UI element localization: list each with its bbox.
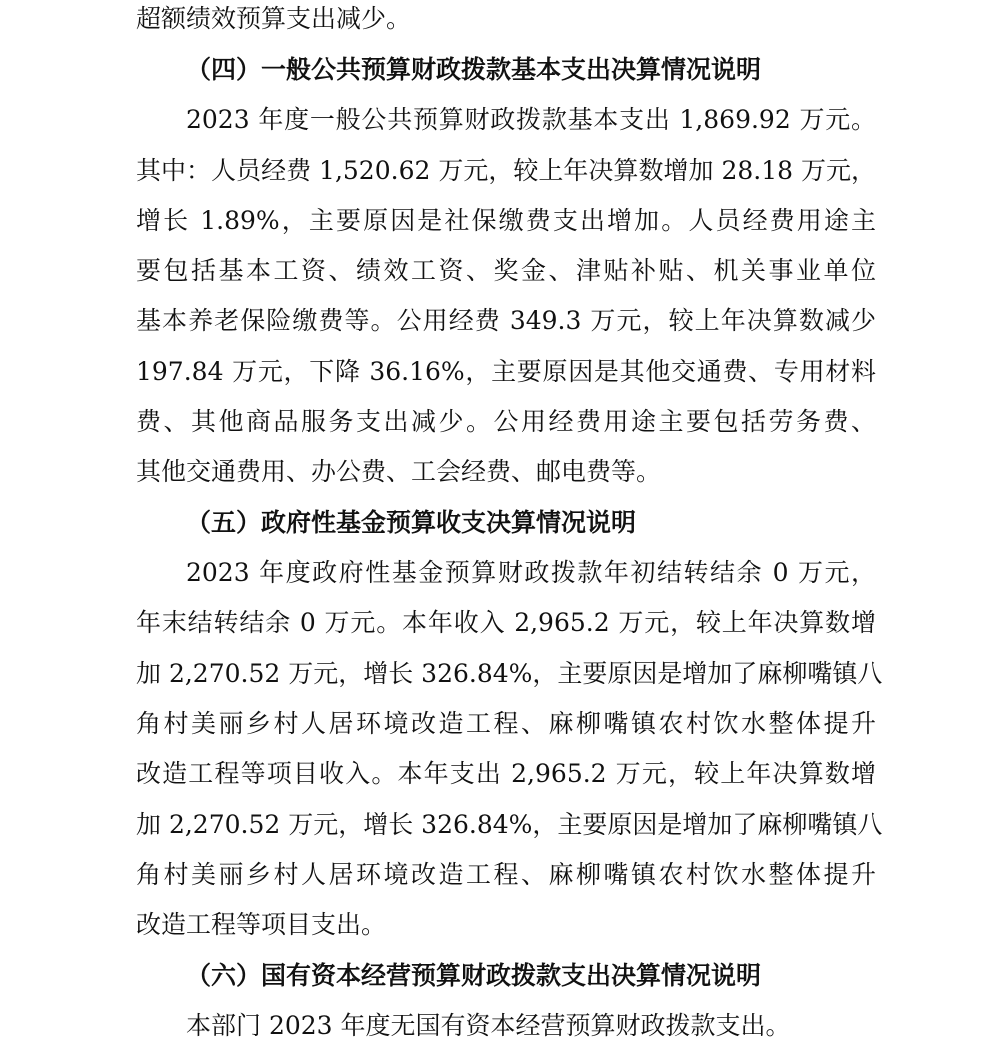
body-line: 197.84 万元，下降 36.16%，主要原因是其他交通费、专用材料 <box>136 357 876 386</box>
body-line: 角村美丽乡村人居环境改造工程、麻柳嘴镇农村饮水整体提升 <box>136 709 876 738</box>
body-line: 其中：人员经费 1,520.62 万元，较上年决算数增加 28.18 万元， <box>136 156 876 185</box>
body-line: 年末结转结余 0 万元。本年收入 2,965.2 万元，较上年决算数增 <box>136 608 876 637</box>
body-line: 改造工程等项目收入。本年支出 2,965.2 万元，较上年决算数增 <box>136 759 876 788</box>
body-line: 基本养老保险缴费等。公用经费 349.3 万元，较上年决算数减少 <box>136 306 876 335</box>
body-line: 加 2,270.52 万元，增长 326.84%，主要原因是增加了麻柳嘴镇八 <box>136 659 883 688</box>
body-line: 2023 年度政府性基金预算财政拨款年初结转结余 0 万元， <box>186 558 876 587</box>
body-line: 本部门 2023 年度无国有资本经营预算财政拨款支出。 <box>186 1011 791 1040</box>
section-heading-6: （六）国有资本经营预算财政拨款支出决算情况说明 <box>186 961 762 990</box>
body-line: 要包括基本工资、绩效工资、奖金、津贴补贴、机关事业单位 <box>136 256 876 285</box>
body-line: 费、其他商品服务支出减少。公用经费用途主要包括劳务费、 <box>136 407 876 436</box>
body-line: 2023 年度一般公共预算财政拨款基本支出 1,869.92 万元。 <box>186 105 876 134</box>
body-line: 改造工程等项目支出。 <box>136 910 387 939</box>
body-line: 加 2,270.52 万元，增长 326.84%，主要原因是增加了麻柳嘴镇八 <box>136 810 883 839</box>
body-line: 其他交通费用、办公费、工会经费、邮电费等。 <box>136 457 662 486</box>
body-line: 角村美丽乡村人居环境改造工程、麻柳嘴镇农村饮水整体提升 <box>136 860 876 889</box>
section-heading-5: （五）政府性基金预算收支决算情况说明 <box>186 508 637 537</box>
section-heading-4: （四）一般公共预算财政拨款基本支出决算情况说明 <box>186 55 762 84</box>
body-line: 超额绩效预算支出减少。 <box>136 4 412 33</box>
body-line: 增长 1.89%，主要原因是社保缴费支出增加。人员经费用途主 <box>136 206 876 235</box>
